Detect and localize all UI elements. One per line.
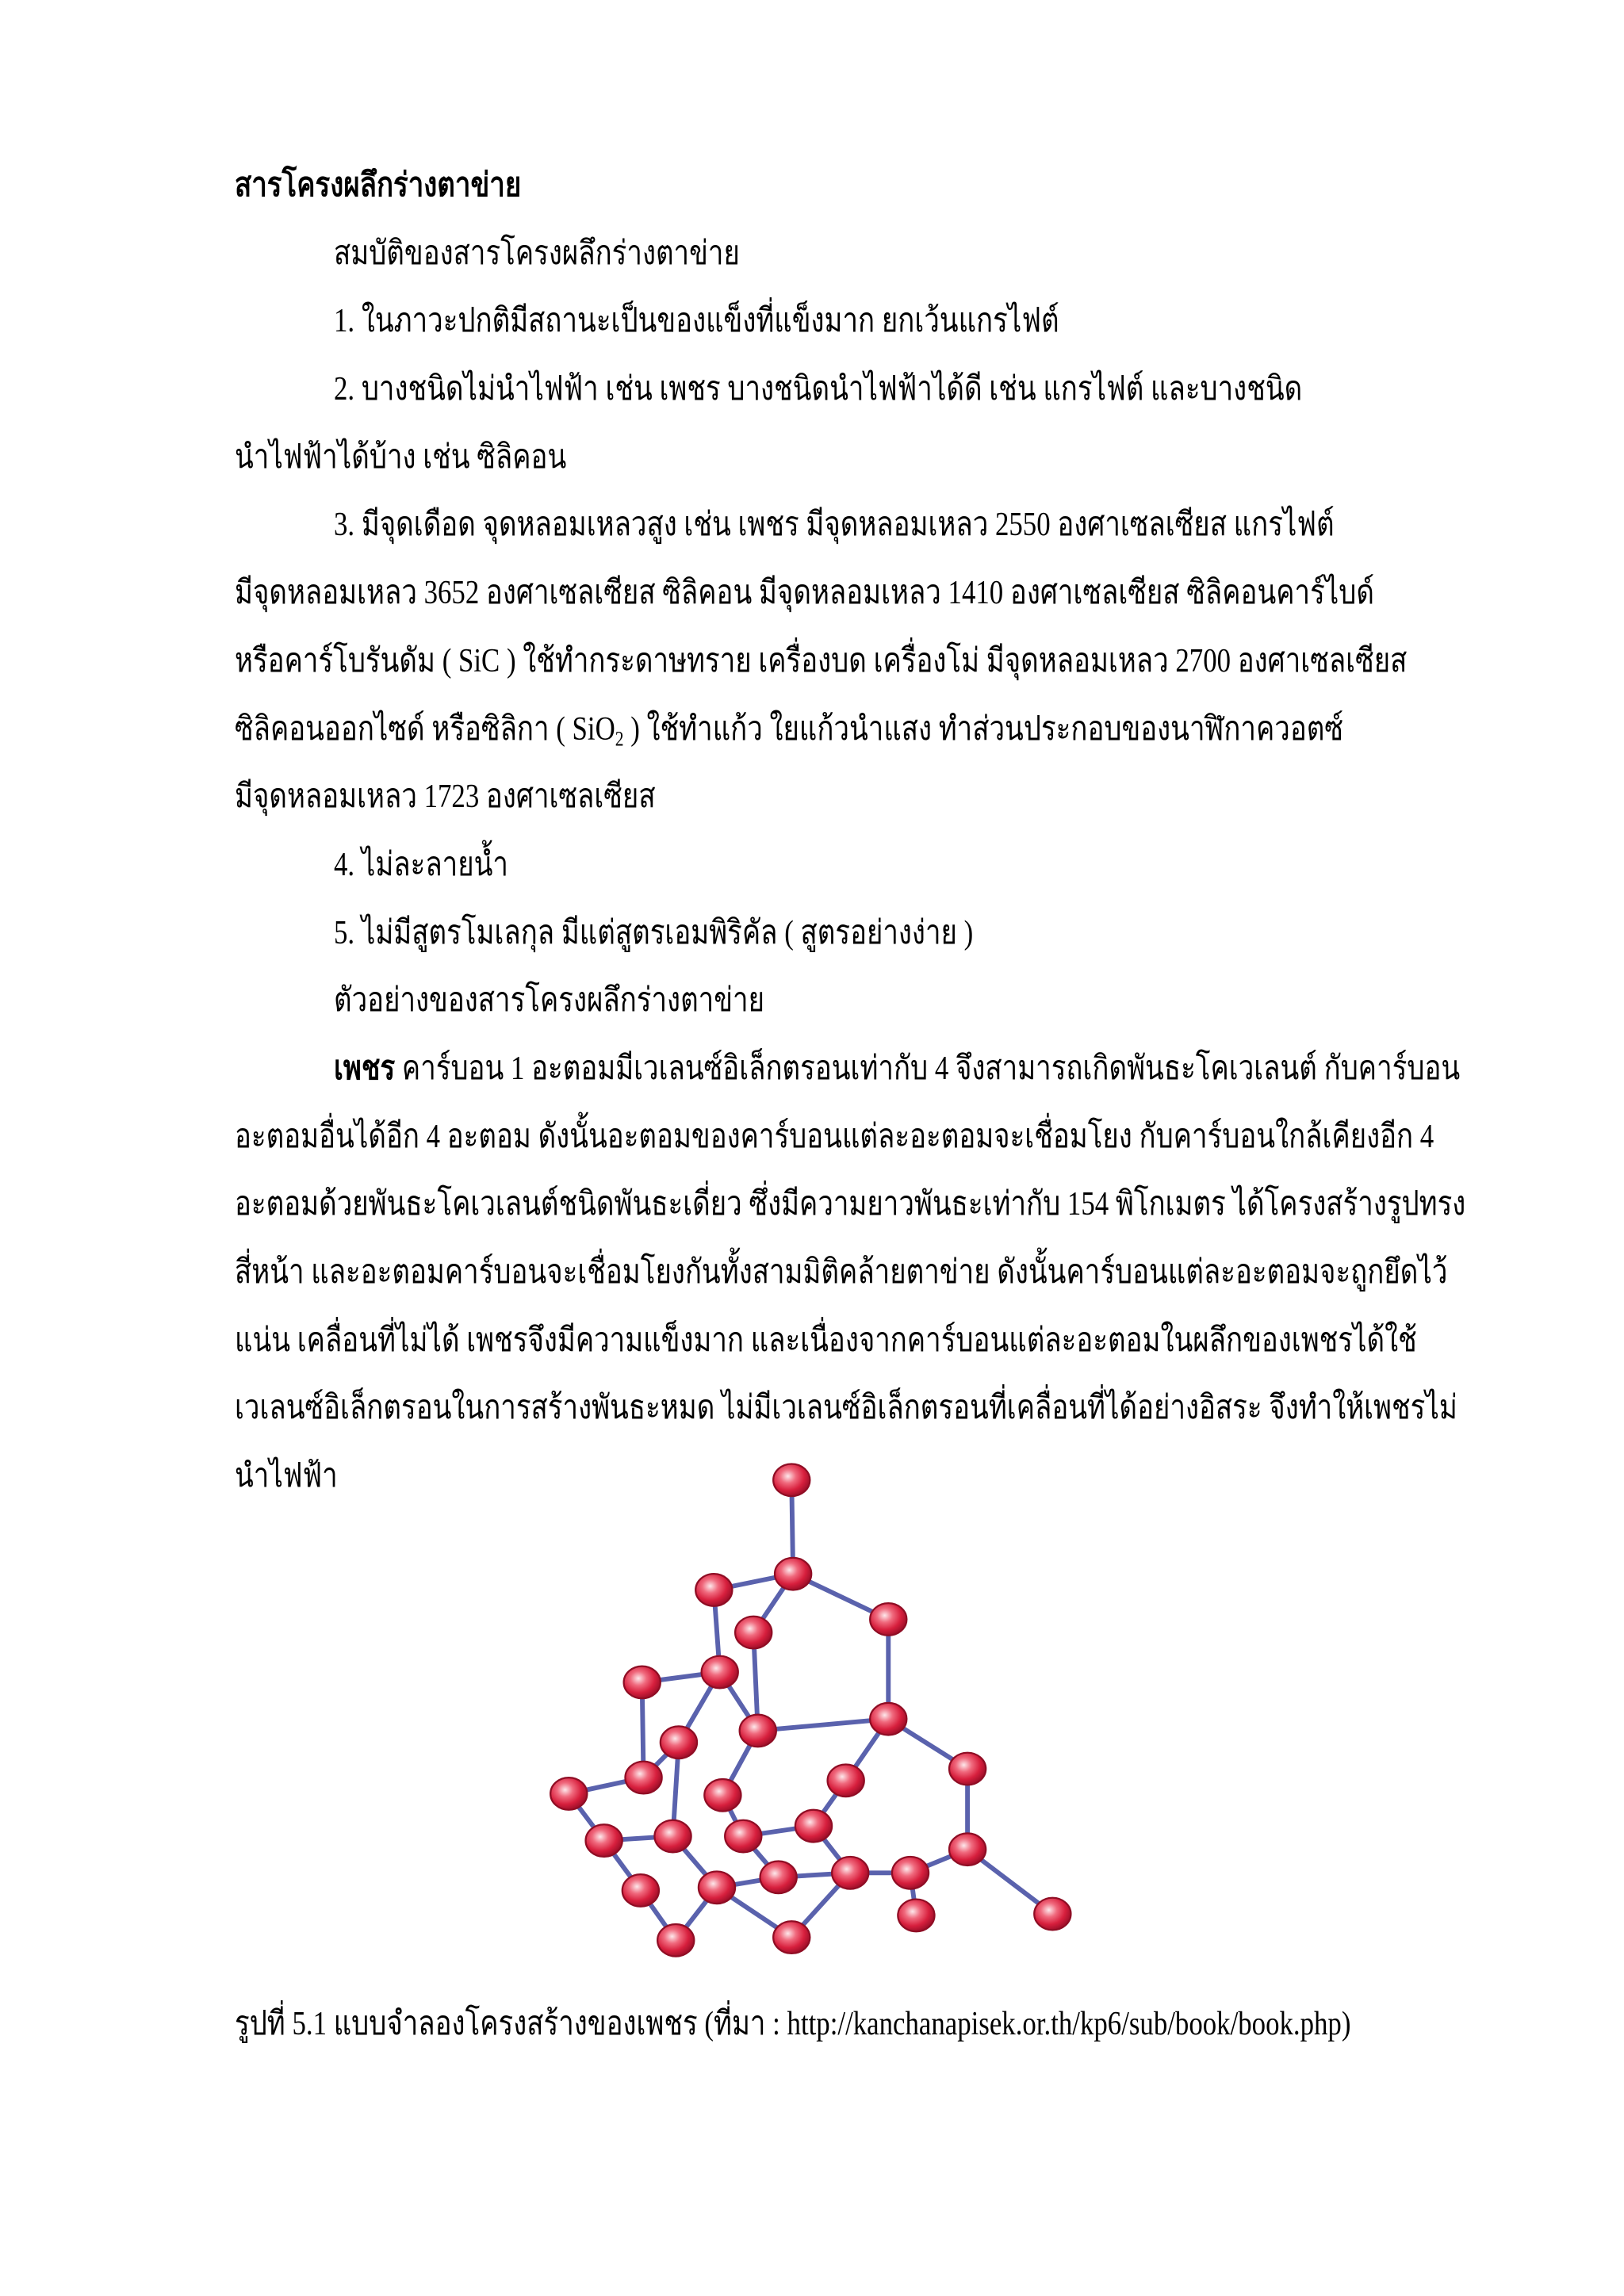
diamond-paragraph-text: อะตอมอื่นได้อีก 4 อะตอม ดังนั้นอะตอมของคาร์บอนแต่ละอะตอมจะเชื่อมโยง กับคาร์บอนใกล้เคียงอีก 4 — [235, 1118, 1434, 1155]
carbon-atom — [699, 1871, 735, 1904]
carbon-atom — [832, 1857, 868, 1889]
silica-text-before: ซิลิคอนออกไซด์ หรือซิลิกา ( SiO — [235, 710, 615, 748]
diamond-structure-model — [542, 1458, 1085, 1964]
carbon-atom — [775, 1558, 811, 1590]
carbon-atom — [624, 1667, 661, 1699]
bonds-group — [569, 1480, 1052, 1940]
carbon-atom — [657, 1924, 694, 1957]
property-3-continuation-line — [235, 560, 1465, 628]
carbon-atom — [625, 1762, 661, 1794]
silica-formula-subscript: 2 — [615, 726, 624, 750]
diamond-paragraph-line — [235, 1239, 1465, 1307]
carbon-atom — [949, 1833, 986, 1866]
property-1-text: 1. ในภาวะปกติมีสถานะเป็นของแข็งที่แข็งมาก ยกเว้นแกรไฟต์ — [334, 303, 1059, 340]
carbon-atom — [550, 1777, 587, 1810]
diamond-paragraph-line — [235, 1375, 1465, 1443]
section-title: สารโครงผลึกร่างตาข่าย — [235, 167, 522, 204]
property-4-line — [235, 832, 1465, 900]
property-2-text: 2. บางชนิดไม่นำไฟฟ้า เช่น เพชร บางชนิดนำไฟฟ้าได้ดี เช่น แกรไฟต์ และบางชนิด — [334, 371, 1303, 408]
carbon-atom — [828, 1764, 864, 1797]
carbon-atom — [1034, 1898, 1071, 1931]
diamond-paragraph-text: สี่หน้า และอะตอมคาร์บอนจะเชื่อมโยงกันทั้งสามมิติคล้ายตาข่าย ดังนั้นคาร์บอนแต่ละอะตอมจะถูกยึดไว้ — [235, 1254, 1448, 1291]
property-4-text: 4. ไม่ละลายน้ำ — [334, 846, 508, 883]
diamond-paragraph-text: นำไฟฟ้า — [235, 1458, 338, 1495]
figure-caption: รูปที่ 5.1 แบบจำลองโครงสร้างของเพชร (ที่มา : http://kanchanapisek.or.th/kp6/sub/book/book.php) — [235, 2006, 1351, 2042]
property-3-continuation-text: มีจุดหลอมเหลว 3652 องศาเซลเซียส ซิลิคอน มีจุดหลอมเหลว 1410 องศาเซลเซียส ซิลิคอนคาร์ไบด์ — [235, 575, 1375, 612]
carbon-atom — [735, 1617, 772, 1649]
carbon-atom — [695, 1574, 732, 1606]
diamond-paragraph-line — [235, 1307, 1465, 1376]
carbon-atom — [702, 1656, 738, 1689]
property-3-line — [235, 492, 1465, 560]
figure-caption-line — [235, 1990, 1465, 2058]
properties-heading-line — [235, 220, 1465, 289]
property-3-continuation-line — [235, 628, 1465, 696]
carbon-atom — [740, 1715, 776, 1747]
carbon-atom — [870, 1703, 906, 1735]
carbon-atom — [760, 1861, 797, 1893]
property-3-continuation-text: หรือคาร์โบรันดัม ( SiC ) ใช้ทำกระดาษทราย เครื่องบด เครื่องโม่ มีจุดหลอมเหลว 2700 องศาเซลเซียส — [235, 642, 1408, 679]
property-2-continuation-line — [235, 424, 1465, 492]
diamond-term: เพชร — [334, 1050, 396, 1087]
text-body — [235, 152, 1465, 1511]
carbon-atom — [870, 1603, 906, 1636]
carbon-atom — [773, 1464, 810, 1497]
silica-line-text — [235, 696, 1343, 764]
carbon-atom — [654, 1820, 691, 1853]
silica-text-after: ) ใช้ทำแก้ว ใยแก้วนำแสง ทำส่วนประกอบของนาฬิกาควอตซ์ — [623, 710, 1344, 748]
carbon-atom — [898, 1900, 934, 1932]
property-2-continuation-text: นำไฟฟ้าได้บ้าง เช่น ซิลิคอน — [235, 438, 567, 476]
section-title-line — [235, 152, 1465, 220]
property-3-last-text: มีจุดหลอมเหลว 1723 องศาเซลเซียส — [235, 779, 656, 816]
carbon-atom — [725, 1820, 761, 1853]
bond — [758, 1719, 889, 1731]
diamond-paragraph-first-line — [235, 1035, 1465, 1104]
examples-heading-line — [235, 967, 1465, 1035]
diamond-paragraph-line — [235, 1104, 1465, 1172]
carbon-atom — [661, 1726, 697, 1758]
carbon-atom — [892, 1857, 929, 1889]
property-3-text: 3. มีจุดเดือด จุดหลอมเหลวสูง เช่น เพชร มีจุดหลอมเหลว 2550 องศาเซลเซียส แกรไฟต์ — [334, 507, 1335, 544]
examples-heading: ตัวอย่างของสารโครงผลึกร่างตาข่าย — [334, 982, 764, 1020]
property-2-line — [235, 356, 1465, 424]
property-3-silica-line — [235, 696, 1465, 764]
diamond-paragraph-text: อะตอมด้วยพันธะโคเวเลนต์ชนิดพันธะเดี่ยว ซึ่งมีความยาวพันธะเท่ากับ 154 พิโกเมตร ได้โครงสร้างรูปทรง — [235, 1186, 1466, 1223]
diamond-paragraph-text: แน่น เคลื่อนที่ไม่ได้ เพชรจึงมีความแข็งมาก และเนื่องจากคาร์บอนแต่ละอะตอมในผลึกของเพชรได้ใช้ — [235, 1322, 1417, 1359]
carbon-atom — [795, 1810, 832, 1843]
atoms-group — [550, 1464, 1071, 1957]
carbon-atom — [773, 1921, 810, 1954]
carbon-atom — [622, 1874, 659, 1907]
property-3-last-line — [235, 763, 1465, 832]
property-5-text: 5. ไม่มีสูตรโมเลกุล มีแต่สูตรเอมพิริคัล ( สูตรอย่างง่าย ) — [334, 914, 974, 951]
carbon-atom — [949, 1753, 986, 1785]
diamond-paragraph-line — [235, 1171, 1465, 1239]
properties-heading: สมบัติของสารโครงผลึกร่างตาข่าย — [334, 235, 740, 272]
diamond-paragraph-text: เวเลนซ์อิเล็กตรอนในการสร้างพันธะหมด ไม่มีเวเลนซ์อิเล็กตรอนที่เคลื่อนที่ได้อย่างอิสระ จึงทำให้เพชรไม่ — [235, 1390, 1457, 1427]
property-5-line — [235, 900, 1465, 968]
property-1-line — [235, 288, 1465, 356]
diamond-paragraph-first-text — [334, 1035, 1460, 1104]
carbon-atom — [704, 1779, 741, 1812]
carbon-atom — [586, 1824, 622, 1857]
diamond-first-line-rest: คาร์บอน 1 อะตอมมีเวเลนซ์อิเล็กตรอนเท่ากับ 4 จึงสามารถเกิดพันธะโคเวเลนต์ กับคาร์บอน — [395, 1050, 1461, 1087]
